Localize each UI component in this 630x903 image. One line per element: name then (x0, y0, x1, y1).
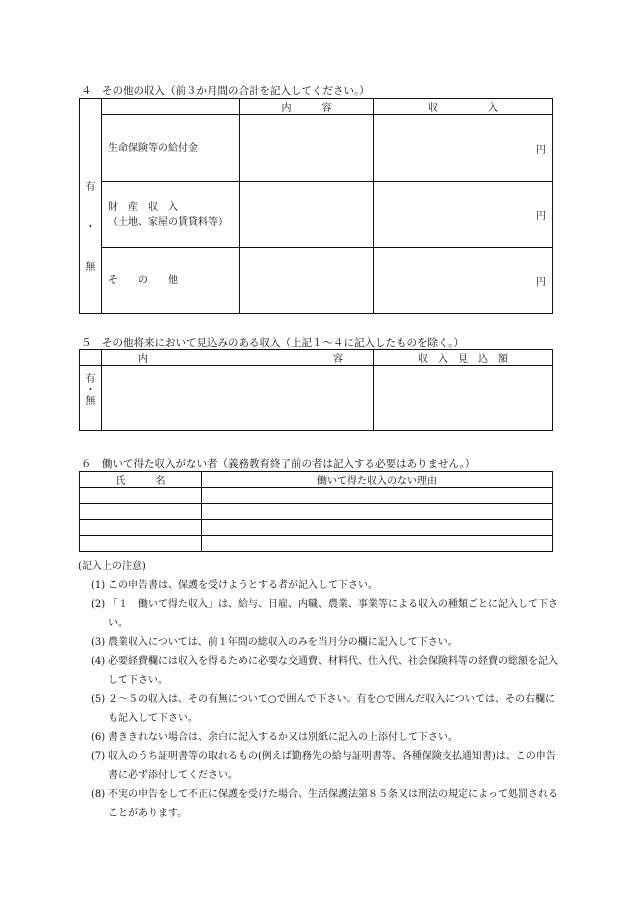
note-number: (5) (91, 694, 106, 705)
note-number: (7) (91, 751, 106, 762)
reason-cell[interactable] (202, 504, 553, 520)
note-text: 必要経費欄には収入を得るために必要な交通費、材料代、仕入代、社会保険料等の経費の総額を記入して下さい。 (108, 656, 558, 686)
header-content (102, 350, 374, 366)
yes-label: 有 (85, 182, 96, 193)
row-property-sub: （土地、家屋の賃貸料等） (108, 216, 228, 228)
row-property-title: 財 産 収 入 (108, 201, 178, 213)
note-text: この申告書は、保護を受けようとする者が記入して下さい。 (108, 580, 378, 591)
header-content-right: 容 (333, 354, 343, 365)
section5-amount-cell[interactable] (374, 366, 553, 431)
row-property-label (102, 182, 240, 248)
reason-cell[interactable] (202, 536, 553, 552)
section5-content-cell[interactable] (102, 366, 374, 431)
note-item (78, 595, 558, 633)
row-property-content[interactable] (240, 182, 374, 248)
section4-table (79, 98, 553, 314)
note-item (78, 690, 558, 728)
notes-section (78, 557, 558, 823)
note-number: (3) (91, 637, 106, 648)
note-item (78, 652, 558, 690)
reason-cell[interactable] (202, 488, 553, 504)
header-expected-income: 収 入 見 込 額 (374, 350, 553, 366)
row-other-label: そ の 他 (102, 248, 240, 314)
note-number: (6) (91, 732, 106, 743)
yes-label: 有 (85, 374, 96, 385)
note-text: 農業収入については、前１年間の総収入のみを当月分の欄に記入して下さい。 (108, 637, 458, 648)
row-insurance-content[interactable] (240, 115, 374, 182)
no-label: 無 (85, 262, 96, 273)
row-other-amount[interactable]: 円 (374, 248, 553, 314)
note-text: 書ききれない場合は、余白に記入するか又は別紙に記入の上添付して下さい。 (108, 732, 458, 743)
section5-yes-no-cell[interactable] (80, 366, 102, 431)
note-item (78, 633, 558, 652)
note-number: (1) (91, 580, 106, 591)
section5-table (79, 349, 553, 431)
section6-table (79, 471, 553, 552)
name-cell[interactable] (80, 504, 202, 520)
dot-label: ・ (85, 222, 96, 233)
note-text: ２～５の収入は、その有無について○で囲んで下さい。有を○で囲んだ収入については、その右欄にも記入して下さい。 (108, 694, 556, 724)
section4-yes-no-cell[interactable] (80, 99, 102, 314)
note-item (78, 576, 558, 595)
note-item (78, 728, 558, 747)
note-number: (2) (91, 599, 106, 610)
note-text: 収入のうち証明書等の取れるもの(例えば勤務先の給与証明書等、各種保険支払通知書)は、この申告書に必ず添付してください。 (108, 751, 556, 781)
row-other-content[interactable] (240, 248, 374, 314)
row-property-amount[interactable]: 円 (374, 182, 553, 248)
section4-title: ４ その他の収入（前３か月間の合計を記入してください。） (81, 85, 370, 97)
notes-heading: (記入上の注意) (78, 561, 146, 572)
header-income: 収 入 (374, 99, 553, 115)
header-blank (80, 350, 102, 366)
note-item (78, 785, 558, 823)
note-number: (4) (91, 656, 106, 667)
name-cell[interactable] (80, 520, 202, 536)
section5-title: ５ その他将来において見込みのある収入（上記１～４に記入したものを除く。） (81, 337, 465, 349)
header-content: 内 容 (240, 99, 374, 115)
name-cell[interactable] (80, 488, 202, 504)
name-cell[interactable] (80, 536, 202, 552)
header-content-left: 内 (138, 354, 148, 365)
section6-title: ６ 働いて得た収入がない者（義務教育終了前の者は記入する必要はありません。） (81, 458, 476, 470)
dot-label: ・ (85, 385, 96, 396)
header-reason: 働いて得た収入のない理由 (202, 472, 553, 488)
note-item (78, 747, 558, 785)
row-insurance-amount[interactable]: 円 (374, 115, 553, 182)
header-blank (102, 99, 240, 115)
no-label: 無 (85, 396, 96, 407)
reason-cell[interactable] (202, 520, 553, 536)
header-name: 氏 名 (80, 472, 202, 488)
note-text: 「１ 働いて得た収入」は、給与、日雇、内職、農業、事業等による収入の種類ごとに記入して下さい。 (108, 599, 558, 629)
note-text: 不実の申告をして不正に保護を受けた場合、生活保護法第８５条又は刑法の規定によって処罰されることがあります。 (108, 789, 558, 819)
note-number: (8) (91, 789, 106, 800)
row-insurance-label: 生命保険等の給付金 (102, 115, 240, 182)
